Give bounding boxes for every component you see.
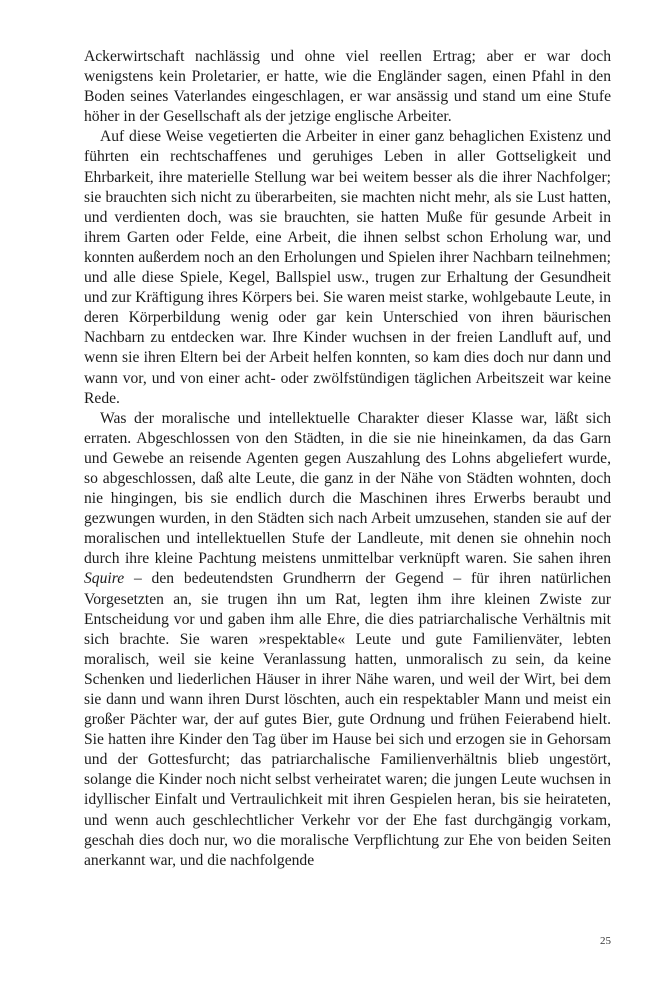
paragraph-3-text-a: Was der moralische und intellektuelle Charakter dieser Klasse war, läßt sich erraten. Abgeschlossen von den Städten, in die sie nie hineinkamen, da das Garn und Gewebe an reisende Agenten gegen Auszahlung des Lohns abgeliefert wurde, so abgeschlossen, daß alte Leute, die ganz in der Nähe von Städten wohnten, doch nie hingingen, bis sie endlich durch die Maschinen ihres Erwerbs beraubt und gezwungen wurden, in den Städten sich nach Arbeit umzusehen, standen sie auf der moralischen und intellektuellen Stufe der Landleute, mit denen sie ohnehin noch durch ihre kleine Pachtung meistens unmittelbar verknüpft waren. Sie sahen ihren [84, 409, 611, 568]
paragraph-2-text: Auf diese Weise vegetierten die Arbeiter in einer ganz behaglichen Existenz und führten ein rechtschaffenes und geruhiges Leben in aller Gottseligkeit und Ehrbarkeit, ihre materielle Stellung war bei weitem besser als die ihrer Nachfolger; sie brauchten sich nicht zu überarbeiten, sie machten nicht mehr, als sie Lust hatten, und verdienten doch, was sie brauchten, sie hatten Muße für gesunde Arbeit in ihrem Garten oder Felde, eine Arbeit, die ihnen selbst schon Erholung war, und konnten außerdem noch an den Erholungen und Spielen ihrer Nachbarn teilnehmen; und alle diese Spiele, Kegel, Ballspiel usw., trugen zur Erhaltung der Gesundheit und zur Kräftigung ihres Körpers bei. Sie waren meist starke, wohlgebaute Leute, in deren Körperbildung wenig oder gar kein Unterschied von ihren bäurischen Nachbarn zu entdecken war. Ihre Kinder wuchsen in der freien Landluft auf, und wenn sie ihren Eltern bei der Arbeit helfen konnten, so kam dies doch nur dann und wann vor, und von einer acht- oder zwölfstündigen täglichen Arbeitszeit war keine Rede. [84, 128, 611, 407]
paragraph-1-text: Ackerwirtschaft nachlässig und ohne viel reellen Ertrag; aber er war doch wenigstens kein Proletarier, er hatte, wie die Engländer sagen, einen Pfahl in den Boden seines Vaterlandes eingeschlagen, er war ansässig und stand um eine Stufe höher in der Gesellschaft als der jetzige englische Arbeiter. [84, 48, 611, 126]
squire-term: Squire [84, 570, 125, 588]
paragraph-2 [84, 127, 611, 408]
paragraph-1 [84, 47, 611, 127]
body-text [84, 47, 611, 871]
page-number: 25 [600, 935, 611, 947]
paragraph-3-text-b: – den bedeutendsten Grundherrn der Gegend – für ihren natürlichen Vorgesetzten an, sie trugen ihn um Rat, legten ihm ihre kleinen Zwiste zur Entscheidung vor und gaben ihm alle Ehre, die dies patriarchalische Verhältnis mit sich brachte. Sie waren »respektable« Leute und gute Familienväter, lebten moralisch, weil sie keine Veranlassung hatten, unmoralisch zu sein, da keine Schenken und liederlichen Häuser in ihrer Nähe waren, und weil der Wirt, bei dem sie dann und wann ihren Durst löschten, auch ein respektabler Mann und meist ein großer Pächter war, der auf gutes Bier, gute Ordnung und frühen Feierabend hielt. Sie hatten ihre Kinder den Tag über im Hause bei sich und erzogen sie in Gehorsam und der Gottesfurcht; das patriarchalische Familienverhältnis blieb ungestört, solange die Kinder noch nicht selbst verheiratet waren; die jungen Leute wuchsen in idyllischer Einfalt und Vertraulichkeit mit ihren Gespielen heran, bis sie heirateten, und wenn auch geschlechtlicher Verkehr vor der Ehe fast durchgängig vorkam, geschah dies doch nur, wo die moralische Verpflichtung zur Ehe von beiden Seiten anerkannt war, und die nachfolgende [84, 570, 611, 869]
paragraph-3 [84, 409, 611, 871]
